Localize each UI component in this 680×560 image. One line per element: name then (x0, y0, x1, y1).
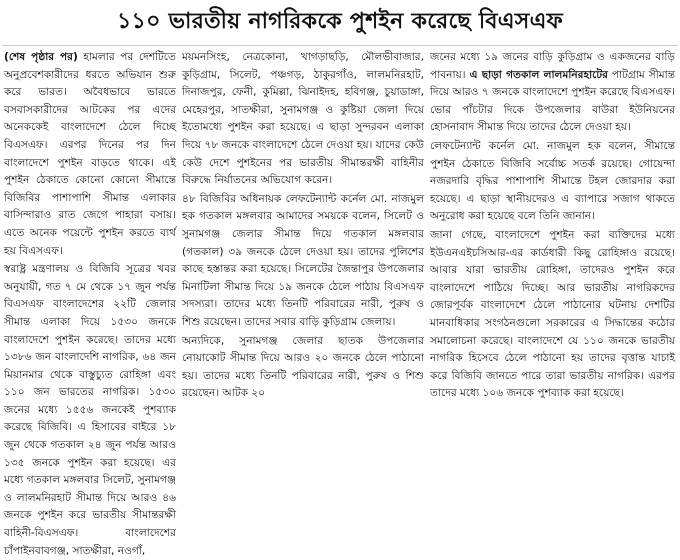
paragraph-text: পাটগ্রাম সীমান্ত দিয়ে আরও ৭ জনকে বাংলাদেশে পুশইন করেছে বিএসএফ। ভোর পাঁচটার দিকে উপজেলার বাউরা ইউনিয়নের হোসনাবাদ সীমান্ত দিয়ে তাদের ঠেলে দেওয়া হয়। (430, 68, 675, 134)
column-3 (430, 49, 675, 515)
paragraph (4, 261, 176, 560)
headline-divider (2, 45, 678, 46)
paragraph-text: হামলার পর দেশটিতে অনুপ্রবেশকারীদের ধরতে অভিযান শুরু করে ভারত। অবৈধভাবে ভারতে বসবাসকারীদের আটকের পর এদের অনেককেই বাংলাদেশে ঠেলে দিচ্ছে বিএসএফ। এরপর দিনের পর দিন বাংলাদেশে পুশইন বাড়তে থাকে। এই পুশইন ঠেকাতে কোনো কোনো সীমান্তে বিজিবির পাশাপাশি সীমান্ত এলাকার বাসিন্দারাও রাত জেগে পাহারা বসায়। এতে অনেক পয়েন্টে পুশইন করতে ব্যর্থ হয় বিএসএফ। (4, 51, 176, 257)
paragraph-text: লেফটেন্যান্ট কর্নেল মো. নাজমুল হক বলেন, সীমান্তে পুশইন ঠেকাতে বিজিবি সর্বোচ্চ সতর্ক রয়েছে। গোয়েন্দা নজরদারি বৃদ্ধির পাশাপাশি সীমান্তে টহল জোরদার করা হয়েছে। এ ছাড়া স্থানীয়দেরও এ ব্যাপারে সজাগ থাকতে অনুরোধ করা হয়েছে বলে তিনি জানান। (430, 139, 675, 223)
column-2 (182, 49, 424, 515)
headline: ১১০ ভারতীয় নাগরিককে পুশইন করেছে বিএসএফ (116, 9, 564, 34)
continuation-marker: (শেষ পৃষ্ঠার পর) (4, 51, 78, 63)
paragraph-text: জনের মধ্যে ১৯ জনের বাড়ি কুড়িগ্রাম ও একজনের বাড়ি পাবনায়। (430, 51, 675, 81)
paragraph-text: ৪৮ বিজিবির অধিনায়ক লেফটেন্যান্ট কর্নেল মো. নাজমুল হক গতকাল মঙ্গলবার আমাদের সময়কে বলেন, সিলেট ও সুনামগঞ্জ জেলার সীমান্ত দিয়ে গতকাল মঙ্গলবার (গতকাল) ৩৯ জনকে ঠেলে দেওয়া হয়। তাদের পুলিশের কাছে হস্তান্তর করা হয়েছে। সিলেটের জৈন্তাপুর উপজেলার মিনাটিলা সীমান্ত দিয়ে ১৯ জনকে ঠেলে পাঠায় বিএসএফ সদস্যরা। তাদের মধ্যে তিনটি পরিবারের নারী, পুরুষ ও শিশু রয়েছেন। তাদের সবার বাড়ি কুড়িগ্রাম জেলায়। (182, 192, 424, 328)
paragraph (4, 49, 176, 260)
paragraph (430, 138, 675, 226)
paragraph-text: ময়মনসিংহ, নেত্রকোনা, খাগড়াছড়ি, মৌলভীবাজার, কুড়িগ্রাম, সিলেট, পঞ্চগড়, ঠাকুরগাঁও, লালমনিরহাট, দিনাজপুর, ফেনী, কুমিল্লা, ঝিনাইদহ, হবিগঞ্জ, চুয়াডাঙ্গা, মেহেরপুর, সাতক্ষীরা, সুনামগঞ্জ ও কুষ্টিয়া জেলা দিয়ে ইতোমধ্যে পুশইন করা হয়েছে। এ ছাড়া সুন্দরবন এলাকা দিয়ে ৭৮ জনকে বাংলাদেশে ঠেলে দেওয়া হয়। যাদের কেউ কেউ দেশে পুশইনের পর ভারতীয় সীমান্তরক্ষী বাহিনীর বিরুদ্ধে নির্যাতনের অভিযোগ করেন। (182, 51, 424, 187)
paragraph-text: অন্যদিকে, সুনামগঞ্জ জেলার ছাতক উপজেলার নোয়াকোট সীমান্ত দিয়ে আরও ২০ জনকে ঠেলে পাঠানো হয়। তাদের মধ্যে তিনটি পরিবারের নারী, পুরুষ ও শিশু রয়েছেন। আটক ২০ (182, 334, 424, 400)
paragraph (182, 191, 424, 332)
paragraph (430, 49, 675, 137)
column-1 (4, 49, 176, 557)
bold-text: এ ছাড়া গতকাল লালমনিরহাটের (469, 68, 608, 81)
paragraph-text: জানা গেছে, বাংলাদেশে পুশইন করা ব্যক্তিদের মধ্যে ইউএনএইচসিআর-এর কার্ডধারী কিছু রোহিঙ্গাও রয়েছে। আবার যারা ভারতীয় রোহিঙ্গা, তাদেরও পুশইন করে বাংলাদেশে পাঠিয়ে দিচ্ছে। আর ভারতীয় নাগরিকদের জোরপূর্বক বাংলাদেশে ঠেলে পাঠানোর ঘটনায় দেশটির মানবাধিকার সংগঠনগুলো সরকারের এ সিদ্ধান্তের কঠোর সমালোচনা করেছে। বাংলাদেশে যে ১১০ জনকে ভারতীয় নাগরিক হিসেবে ঠেলে পাঠানো হয় তাদের বৃত্তান্ত যাচাই করে বিজিবি জানতে পারে তারা ভারতীয় নাগরিক। এরপর তাদের মধ্যে ১০৬ জনকে পুশব্যাক করা হয়েছে। (430, 228, 675, 400)
paragraph (182, 333, 424, 403)
paragraph (430, 227, 675, 403)
paragraph-text: স্বরাষ্ট্র মন্ত্রণালয় ও বিজিবি সূত্রের খবর অনুযায়ী, গত ৭ মে থেকে ১৭ জুন পর্যন্ত বিএসএফ বাংলাদেশের ২২টি জেলার সীমান্ত এলাকা দিয়ে ১৫৩০ জনকে বাংলাদেশে পুশইন করেছে। তাদের মধ্যে ১৩৮৬ জন বাংলাদেশি নাগরিক, ৬৪ জন মিয়ানমার থেকে বাস্তুচ্যুত রোহিঙ্গা এবং ১১০ জন ভারতের নাগরিক। ১৫৩০ জনের মধ্যে ১৫৫৬ জনকেই পুশব্যাক করেছে বিজিবি। এ হিসাবের বাইরে ১৮ জুন থেকে গতকাল ২৪ জুন পর্যন্ত আরও ১৩৫ জনকে পুশইন করা হয়েছে। এর মধ্যে গতকাল মঙ্গলবার সিলেট, সুনামগঞ্জ ও লালমনিরহাট সীমান্ত দিয়ে আরও ৪৬ জনকে পুশইন করে ভারতীয় সীমান্তরক্ষী বাহিনী-বিএসএফ। বাংলাদেশের চাঁপাইনবাবগঞ্জ, সাতক্ষীরা, নওগাঁ, (4, 263, 176, 557)
paragraph (182, 49, 424, 190)
